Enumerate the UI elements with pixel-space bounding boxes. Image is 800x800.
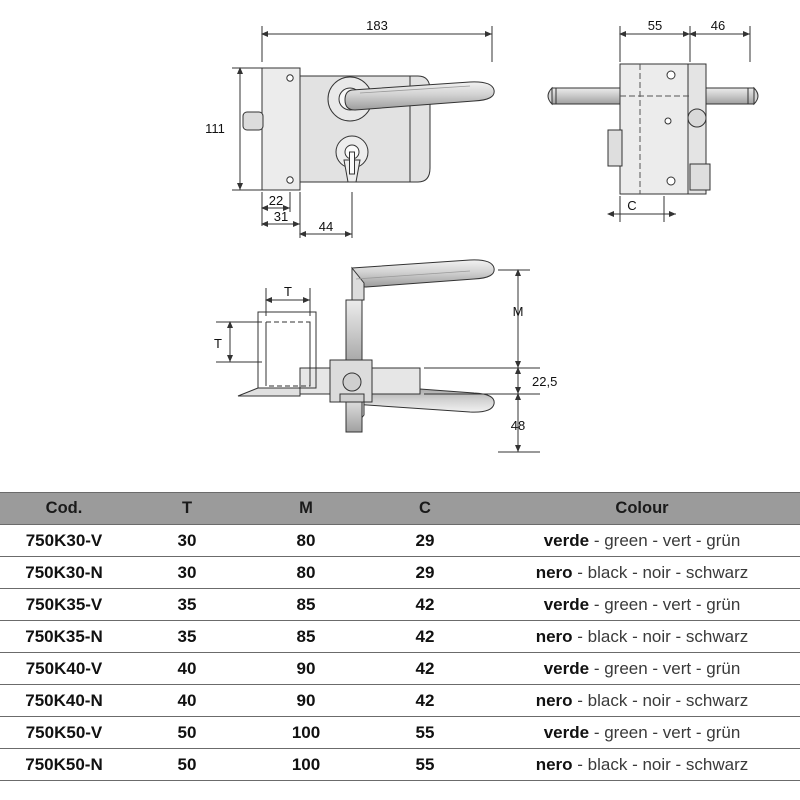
dim-top-46: 46: [710, 18, 726, 33]
colour-name: verde: [543, 659, 590, 678]
header-m: M: [246, 493, 366, 525]
side-view: [214, 260, 557, 452]
cell-colour: [484, 557, 800, 589]
cell-c: 42: [366, 685, 484, 717]
cell-t: 40: [128, 653, 246, 685]
cell-colour: [484, 717, 800, 749]
dim-front-height: 111: [205, 121, 225, 136]
cell-cod: 750K50-N: [0, 749, 128, 781]
cell-c: 55: [366, 749, 484, 781]
colour-name: nero: [535, 563, 573, 582]
cell-c: 42: [366, 621, 484, 653]
top-view: [548, 18, 758, 222]
cell-m: 80: [246, 525, 366, 557]
cell-cod: 750K35-N: [0, 621, 128, 653]
cell-m: 85: [246, 589, 366, 621]
dim-top-55: 55: [647, 18, 663, 33]
cell-m: 100: [246, 749, 366, 781]
cell-colour: [484, 589, 800, 621]
dim-front-width: 183: [366, 18, 388, 33]
cell-t: 30: [128, 557, 246, 589]
header-c: C: [366, 493, 484, 525]
colour-name: verde: [543, 595, 590, 614]
cell-cod: 750K40-V: [0, 653, 128, 685]
cell-colour: [484, 621, 800, 653]
cell-cod: 750K30-N: [0, 557, 128, 589]
colour-translations: - black - noir - schwarz: [577, 627, 749, 646]
colour-translations: - green - vert - grün: [593, 659, 741, 678]
cell-colour: [484, 653, 800, 685]
cell-t: 35: [128, 589, 246, 621]
cell-t: 40: [128, 685, 246, 717]
dim-side-48: 48: [510, 418, 526, 433]
colour-name: nero: [535, 691, 573, 710]
colour-translations: - black - noir - schwarz: [577, 755, 749, 774]
table-row: [0, 749, 800, 781]
colour-name: nero: [535, 627, 573, 646]
cell-m: 85: [246, 621, 366, 653]
table-body: [0, 525, 800, 781]
cell-c: 29: [366, 557, 484, 589]
table-row: [0, 685, 800, 717]
cell-c: 42: [366, 589, 484, 621]
spec-table: [0, 492, 800, 781]
dim-front-31: 31: [273, 209, 289, 224]
cell-c: 42: [366, 653, 484, 685]
cell-cod: 750K50-V: [0, 717, 128, 749]
cell-t: 50: [128, 717, 246, 749]
cell-m: 90: [246, 685, 366, 717]
colour-translations: - black - noir - schwarz: [577, 691, 749, 710]
table-row: [0, 557, 800, 589]
cell-colour: [484, 525, 800, 557]
header-t: T: [128, 493, 246, 525]
cell-c: 29: [366, 525, 484, 557]
cell-t: 50: [128, 749, 246, 781]
header-colour: Colour: [484, 493, 800, 525]
cell-colour: [484, 685, 800, 717]
colour-translations: - green - vert - grün: [593, 531, 741, 550]
dim-top-c: C: [627, 198, 637, 213]
table-row: [0, 621, 800, 653]
table-row: [0, 589, 800, 621]
colour-name: verde: [543, 531, 590, 550]
colour-translations: - green - vert - grün: [593, 595, 741, 614]
table-header-row: [0, 493, 800, 525]
cell-colour: [484, 749, 800, 781]
cell-cod: 750K35-V: [0, 589, 128, 621]
colour-name: verde: [543, 723, 590, 742]
cell-t: 35: [128, 621, 246, 653]
dim-side-t-left: T: [214, 336, 222, 351]
front-view: [205, 18, 494, 238]
cell-cod: 750K40-N: [0, 685, 128, 717]
colour-translations: - green - vert - grün: [593, 723, 741, 742]
dim-side-m: M: [512, 304, 524, 319]
dim-side-t-top: T: [284, 284, 292, 299]
table-row: [0, 653, 800, 685]
dim-front-44: 44: [318, 219, 334, 234]
table-row: [0, 717, 800, 749]
header-cod: Cod.: [0, 493, 128, 525]
table-header: [0, 493, 800, 525]
cell-t: 30: [128, 525, 246, 557]
cell-c: 55: [366, 717, 484, 749]
colour-name: nero: [535, 755, 573, 774]
dim-front-22: 22: [268, 193, 284, 208]
colour-translations: - black - noir - schwarz: [577, 563, 749, 582]
table-row: [0, 525, 800, 557]
cell-m: 100: [246, 717, 366, 749]
cell-m: 80: [246, 557, 366, 589]
cell-cod: 750K30-V: [0, 525, 128, 557]
cell-m: 90: [246, 653, 366, 685]
dim-side-225: 22,5: [532, 374, 558, 389]
